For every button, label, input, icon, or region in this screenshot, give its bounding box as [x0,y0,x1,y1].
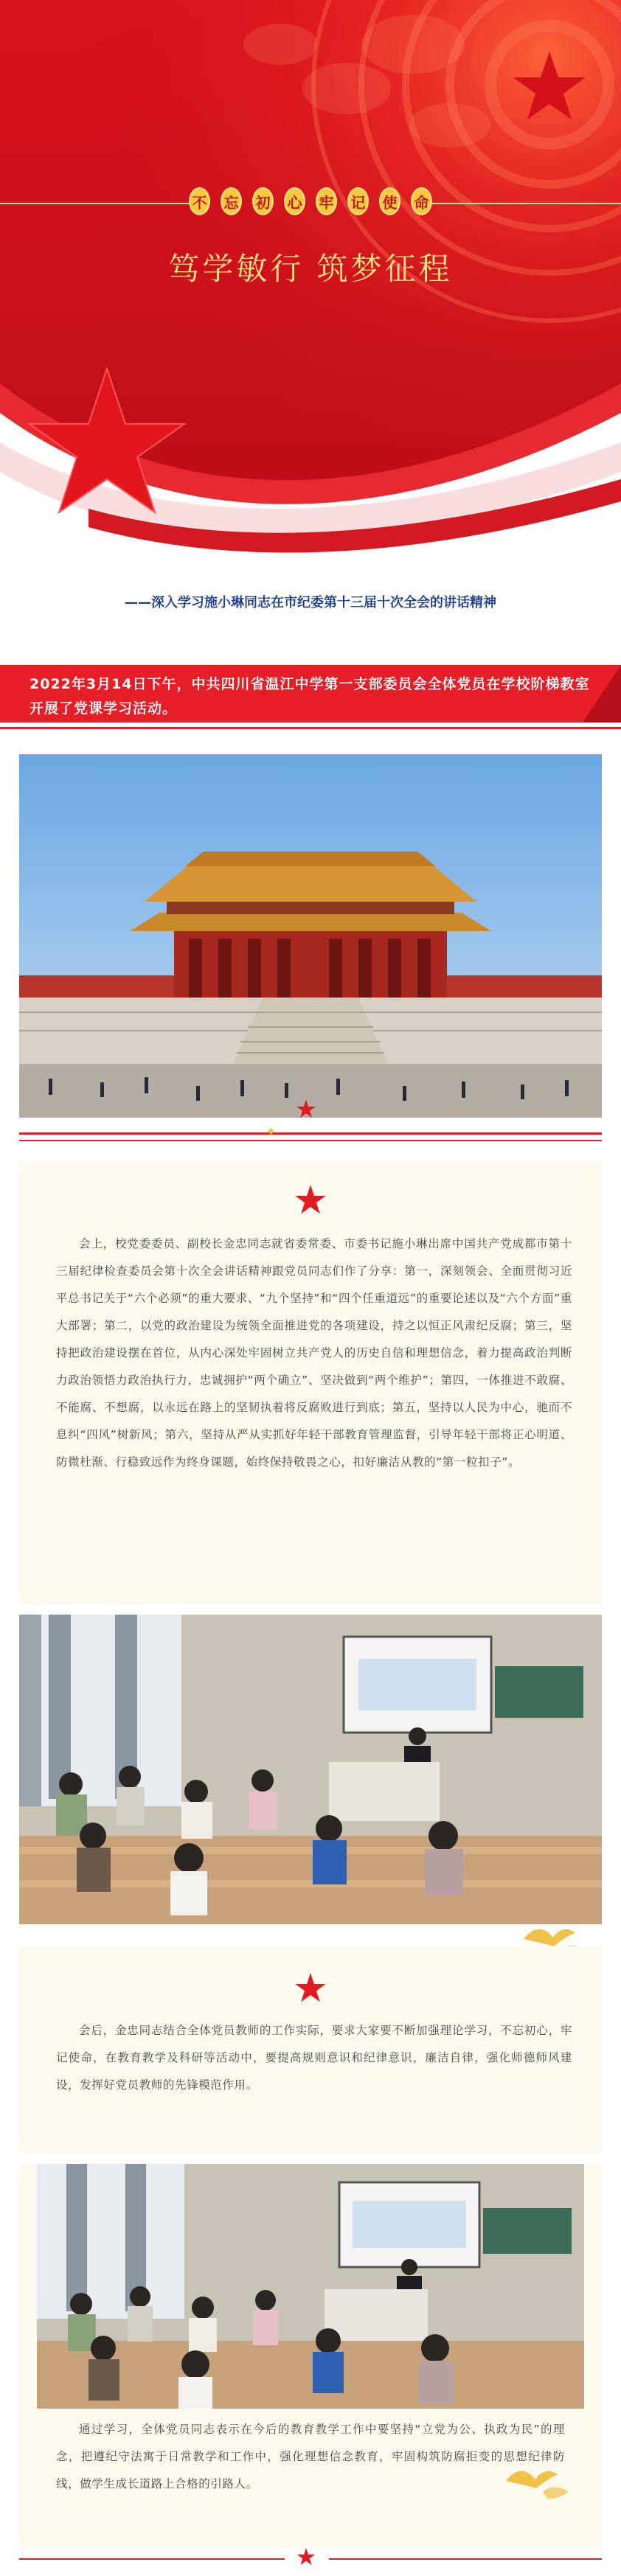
hero-line-left [0,203,193,204]
content-card-1 [19,1161,602,1604]
classroom-photo-1 [19,1615,602,1924]
star-icon: ★ [294,1095,318,1124]
classroom-photo-2 [37,2164,584,2409]
footer-line-right [329,2558,602,2560]
hero-banner [0,0,621,568]
slogan-char: 初 [252,187,274,215]
slogan-char: 命 [411,187,432,215]
slogan-char: 不 [189,187,210,215]
slogan-char: 牢 [316,187,337,215]
footer-line-left [19,2558,285,2560]
content-card-3 [19,2164,602,2547]
hero-line-right [428,203,621,204]
divider-line [19,1132,602,1135]
slogan-char: 使 [379,187,400,215]
content-card-2 [19,1946,602,2153]
paragraph: 会后，金忠同志结合全体党员教师的工作实际，要求大家要不断加强理论学习，不忘初心，牢记使命，在教育教学及科研等活动中，要提高规则意识和纪律意识，廉洁自律，强化师德师风建设，发挥好党员教师的先锋模范作用。 [56,2024,572,2092]
slogan-char: 记 [347,187,369,215]
subtitle: ——深入学习施小琳同志在市纪委第十三届十次全会的讲话精神 [125,595,496,610]
slogan-tag [189,187,432,220]
palace-photo [19,754,602,1118]
star-icon: ★ [292,1177,329,1223]
slogan-char: 忘 [221,187,242,215]
slogan-char: 心 [284,187,305,215]
star-icon: ★ [292,1965,329,2011]
page-title: 笃学敏行 筑梦征程 [168,251,453,287]
sparkle-icon: ✦ [266,1124,277,1140]
dove-icon [499,2459,580,2503]
date-banner-text: 2022年3月14日下午，中共四川省温江中学第一支部委员会全体党员在学校阶梯教室开展了党课学习活动。 [30,676,590,717]
paragraph: 会上，校党委委员、副校长金忠同志就省委常委、市委书记施小琳出席中国共产党成都市第十三届纪律检查委员会第十次全会讲话精神跟党员同志们作了分享：第一，深刻领会、全面贯彻习近平总书记关于“六个必须”的重大要求、“九个坚持”和“四个任重道远”的重要论述以及“六个方面”重大部署；第二，以党的政治建设为统领全面推进党的各项建设，持之以恒正风肃纪反腐；第三，坚持把政治建设摆在首位，从内心深处牢固树立共产党人的历史自信和理想信念，着力提高政治判断力政治领悟力政治执行力，忠诚拥护“两个确立”、坚决做到“两个维护”；第四，一体推进不敢腐、不能腐、不想腐，以永远在路上的坚韧执着将反腐败进行到底；第五，坚持以人民为中心，驰而不息纠“四风”树新风；第六，坚持从严从实抓好年轻干部教育管理监督，引导年轻干部将正心明道、防微杜渐、行稳致远作为终身课题，始终保持敬畏之心，扣好廉洁从教的“第一粒扣子”。 [56,1237,572,1469]
divider-line [19,1140,602,1141]
paragraph: 通过学习，全体党员同志表示在今后的教育教学工作中要坚持“立党为公、执政为民”的理念，把遵纪守法寓于日常教学和工作中，强化理想信念教育，牢固构筑防腐拒变的思想纪律防线，做学生成长道路上合格的引路人。 [56,2423,565,2490]
footer-star-icon: ★ [295,2543,317,2571]
